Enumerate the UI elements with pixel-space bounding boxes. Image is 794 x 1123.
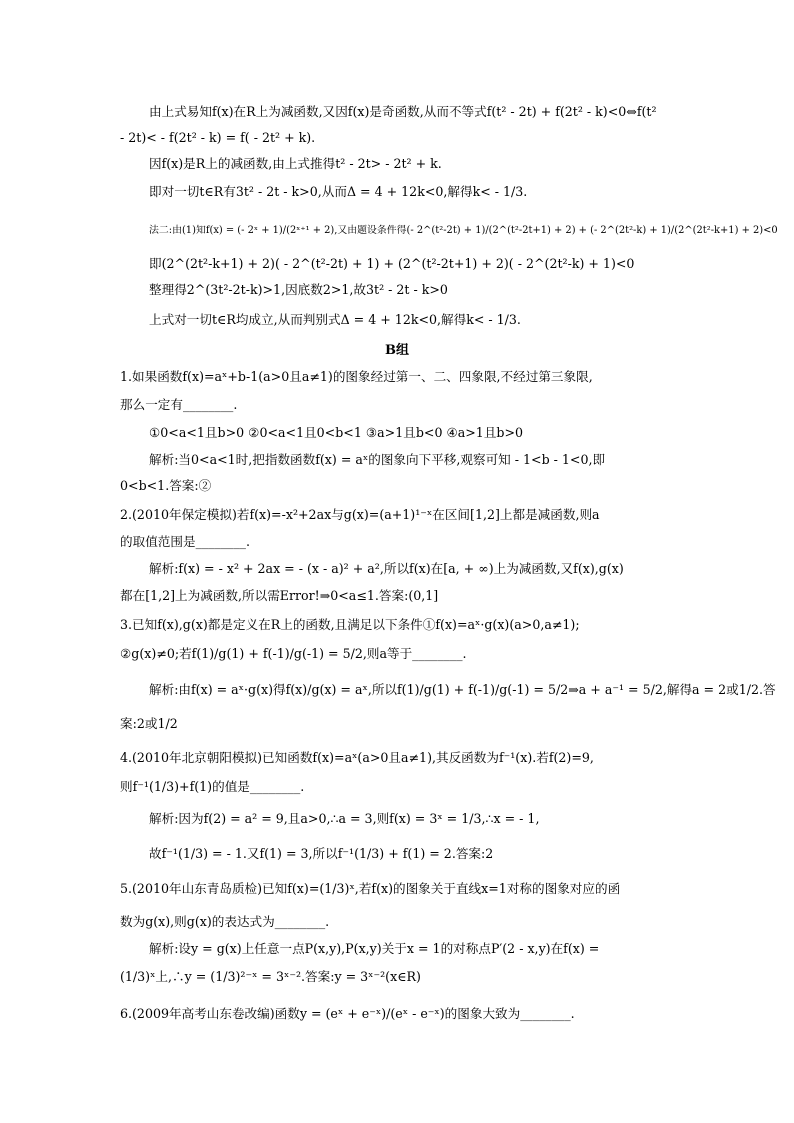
- text-line: - 2t)< - f(2t² - k) = f( - 2t² + k).: [120, 130, 316, 145]
- text-line: 则f⁻¹(1/3)+f(1)的值是________.: [120, 779, 305, 794]
- text-line: ①0<a<1且b>0 ②0<a<1且0<b<1 ③a>1且b<0 ④a>1且b>0: [149, 425, 524, 440]
- text-line: 案:2或1/2: [120, 716, 178, 731]
- text-line: 故f⁻¹(1/3) = - 1.又f(1) = 3,所以f⁻¹(1/3) + f(1) = 2.答案:2: [149, 846, 494, 861]
- text-line: 解析:由f(x) = aˣ·g(x)得f(x)/g(x) = aˣ,所以f(1)/g(1) + f(-1)/g(-1) = 5/2⇒a + a⁻¹ = 5/2,解得a = 2或1/2.答: [149, 682, 776, 697]
- text-line: 即(2^(2t²-k+1) + 2)( - 2^(t²-2t) + 1) + (2^(t²-2t+1) + 2)( - 2^(2t²-k) + 1)<0: [149, 256, 635, 271]
- text-line: 2.(2010年保定模拟)若f(x)=-x²+2ax与g(x)=(a+1)¹⁻ˣ在区间[1,2]上都是减函数,则a: [120, 507, 600, 522]
- text-line: (1/3)ˣ上,∴y = (1/3)²⁻ˣ = 3ˣ⁻².答案:y = 3ˣ⁻²(x∈R): [120, 969, 421, 984]
- text-line: 解析:f(x) = - x² + 2ax = - (x - a)² + a²,所以f(x)在[a, + ∞)上为减函数,又f(x),g(x): [149, 561, 624, 576]
- text-line: ②g(x)≠0;若f(1)/g(1) + f(-1)/g(-1) = 5/2,则a等于________.: [120, 646, 467, 661]
- text-line: 0<b<1.答案:②: [120, 478, 212, 493]
- text-line: 法二:由(1)知f(x) = (- 2ˣ + 1)/(2ˣ⁺¹ + 2),又由题设条件得(- 2^(t²-2t) + 1)/(2^(t²-2t+1) + 2) + (- 2^(2t²-k) + 1)/(2^(2t²-k+1) + 2)<0: [149, 225, 778, 236]
- text-line: 解析:当0<a<1时,把指数函数f(x) = aˣ的图象向下平移,观察可知 - 1<b - 1<0,即: [149, 452, 606, 467]
- text-line: 由上式易知f(x)在R上为减函数,又因f(x)是奇函数,从而不等式f(t² - 2t) + f(2t² - k)<0⇔f(t²: [149, 104, 657, 119]
- text-line: 因f(x)是R上的减函数,由上式推得t² - 2t> - 2t² + k.: [149, 156, 442, 171]
- text-line: 4.(2010年北京朝阳模拟)已知函数f(x)=aˣ(a>0且a≠1),其反函数为f⁻¹(x).若f(2)=9,: [120, 750, 594, 765]
- text-line: 5.(2010年山东青岛质检)已知f(x)=(1/3)ˣ,若f(x)的图象关于直线x=1对称的图象对应的函: [120, 881, 621, 896]
- text-line: 1.如果函数f(x)=aˣ+b-1(a>0且a≠1)的图象经过第一、二、四象限,不经过第三象限,: [120, 369, 593, 384]
- text-line: 即对一切t∈R有3t² - 2t - k>0,从而Δ = 4 + 12k<0,解得k< - 1/3.: [149, 184, 528, 199]
- text-line: 解析:因为f(2) = a² = 9,且a>0,∴a = 3,则f(x) = 3ˣ = 1/3,∴x = - 1,: [149, 811, 540, 826]
- text-line: 数为g(x),则g(x)的表达式为________.: [120, 914, 330, 929]
- text-line: 上式对一切t∈R均成立,从而判别式Δ = 4 + 12k<0,解得k< - 1/3.: [149, 312, 521, 327]
- text-line: 3.已知f(x),g(x)都是定义在R上的函数,且满足以下条件①f(x)=aˣ·g(x)(a>0,a≠1);: [120, 617, 580, 632]
- text-line: 那么一定有________.: [120, 397, 238, 412]
- text-line: 6.(2009年高考山东卷改编)函数y = (eˣ + e⁻ˣ)/(eˣ - e⁻ˣ)的图象大致为________.: [120, 1006, 575, 1021]
- group-heading: B组: [385, 343, 409, 358]
- text-line: 都在[1,2]上为减函数,所以需Error!⇒0<a≤1.答案:(0,1]: [120, 588, 439, 603]
- text-line: 的取值范围是________.: [120, 534, 250, 549]
- text-line: 解析:设y = g(x)上任意一点P(x,y),P(x,y)关于x = 1的对称点P′(2 - x,y)在f(x) =: [149, 941, 600, 956]
- text-line: 整理得2^(3t²-2t-k)>1,因底数2>1,故3t² - 2t - k>0: [149, 282, 448, 297]
